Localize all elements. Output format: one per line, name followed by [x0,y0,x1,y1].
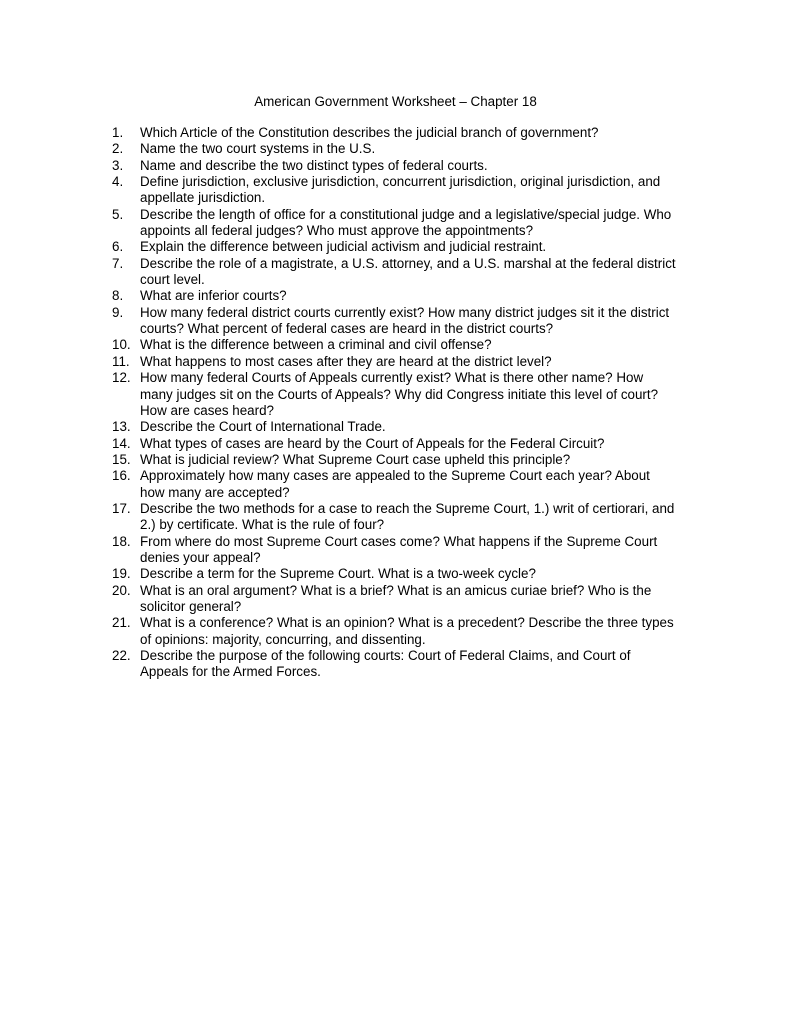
question-text: Explain the difference between judicial activism and judicial restraint. [140,239,547,255]
question-number: 1. [112,125,124,140]
question-number: 3. [112,157,124,173]
question-number: 17. [112,500,131,516]
question-item [112,288,677,304]
question-text: What is an oral argument? What is a brief? What is an amicus curiae brief? Who is the solicitor general? [140,582,652,614]
question-number: 10. [112,337,131,353]
question-text: Describe a term for the Supreme Court. What is a two-week cycle? [140,566,536,582]
question-item [112,305,677,338]
question-text: How many federal Courts of Appeals currently exist? What is there other name? How many judges sit on the Courts of Appeals? Why did Congress initiate this level of court? How are cases heard? [140,370,659,418]
question-item [112,468,677,501]
question-number: 21. [112,615,131,631]
question-number: 22. [112,648,131,663]
question-number: 14. [112,435,131,451]
question-number: 7. [112,255,124,271]
question-number: 15. [112,451,131,467]
question-item [112,534,677,567]
question-item [112,615,677,648]
question-item [112,452,677,468]
question-number: 4. [112,174,124,190]
question-text: What types of cases are heard by the Court of Appeals for the Federal Circuit? [140,435,605,451]
question-number: 19. [112,566,131,582]
question-number: 16. [112,468,131,484]
question-item [112,370,677,419]
question-text: What happens to most cases after they are heard at the district level? [140,353,552,369]
question-item [112,354,677,370]
question-text: Describe the purpose of the following courts: Court of Federal Claims, and Court of Appeals for the Armed Forces. [140,648,631,680]
question-item [112,125,677,141]
question-number: 5. [112,206,124,222]
question-number: 20. [112,582,131,598]
question-text: Describe the two methods for a case to reach the Supreme Court, 1.) writ of certiorari, and 2.) by certificate. What is the rule of four? [140,500,675,533]
question-item [112,256,677,289]
question-text: Name the two court systems in the U.S. [140,141,376,157]
question-text: Define jurisdiction, exclusive jurisdiction, concurrent jurisdiction, original jurisdiction, and appellate jurisdiction. [140,174,661,206]
question-number: 2. [112,141,124,157]
question-text: Which Article of the Constitution describes the judicial branch of government? [140,125,599,140]
question-item [112,158,677,174]
question-list [112,125,677,681]
question-item [112,141,677,157]
question-item [112,239,677,255]
question-text: What are inferior courts? [140,288,287,304]
question-text: How many federal district courts currently exist? How many district judges sit it the district courts? What percent of federal cases are heard in the district courts? [140,304,670,337]
question-number: 9. [112,304,124,320]
question-text: Describe the Court of International Trade. [140,419,386,435]
question-number: 13. [112,419,131,435]
question-text: From where do most Supreme Court cases come? What happens if the Supreme Court denies your appeal? [140,533,658,565]
question-item [112,583,677,616]
question-item [112,337,677,353]
question-item [112,648,677,681]
question-text: Name and describe the two distinct types of federal courts. [140,157,488,173]
worksheet-title: American Government Worksheet – Chapter 18 [254,94,537,109]
question-text: What is a conference? What is an opinion? What is a precedent? Describe the three types of opinions: majority, concurring, and dissenting. [140,615,674,647]
question-item [112,501,677,534]
question-text: What is judicial review? What Supreme Court case upheld this principle? [140,451,571,467]
question-text: Describe the length of office for a constitutional judge and a legislative/special judge. Who appoints all federal judges? Who must approve the appointments? [140,206,672,239]
question-text: Describe the role of a magistrate, a U.S. attorney, and a U.S. marshal at the federal district court level. [140,255,676,288]
question-item [112,419,677,435]
question-text: What is the difference between a criminal and civil offense? [140,337,492,353]
question-item [112,436,677,452]
question-item [112,174,677,207]
question-number: 12. [112,370,131,386]
question-text: Approximately how many cases are appealed to the Supreme Court each year? About how many are accepted? [140,468,650,500]
question-item [112,566,677,582]
question-number: 6. [112,239,124,255]
question-number: 8. [112,288,124,304]
question-number: 11. [112,353,130,369]
question-item [112,207,677,240]
question-number: 18. [112,533,131,549]
